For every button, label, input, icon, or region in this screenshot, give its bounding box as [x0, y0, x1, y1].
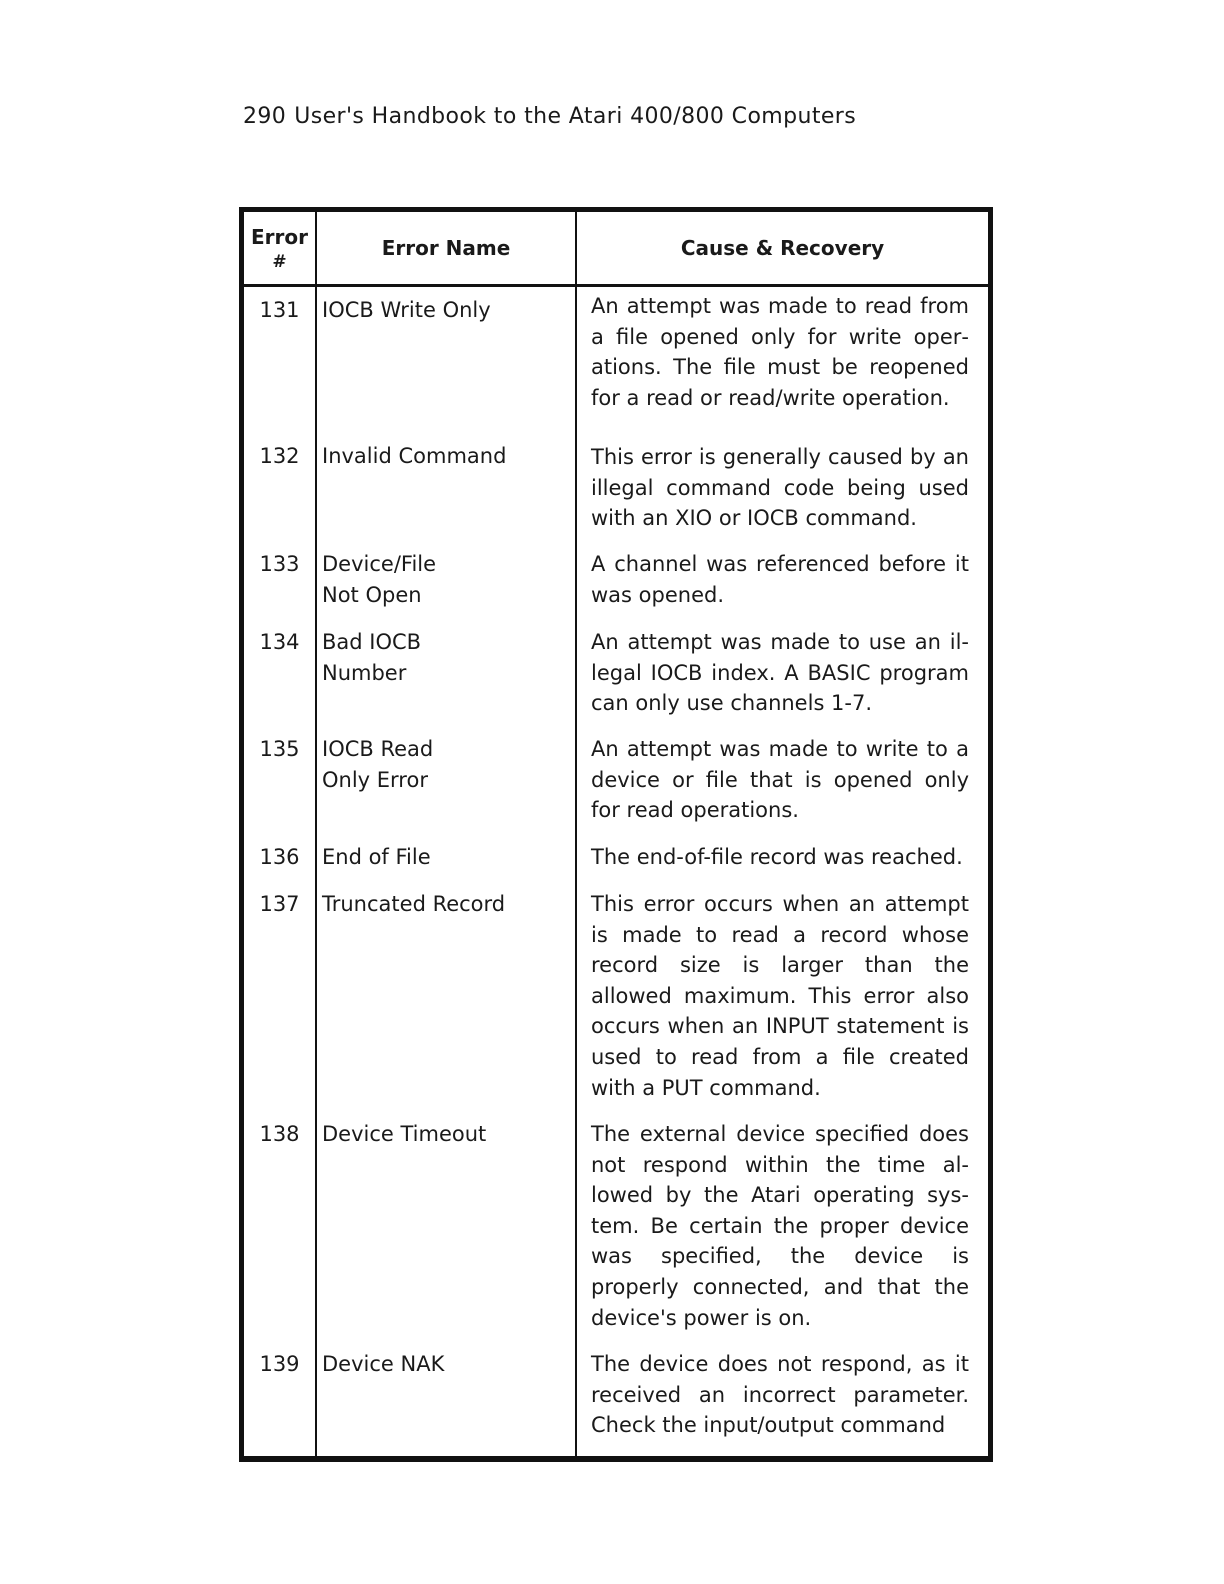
error-cause: An attempt was made to read from a file opened only for write operations. The file must be reopened for a read or read/write operation.	[591, 294, 969, 410]
error-number: 139	[259, 1352, 300, 1376]
error-name: Device NAK	[322, 1352, 445, 1376]
error-number: 138	[259, 1122, 300, 1146]
column-header-error-number	[244, 212, 315, 284]
error-cause: An attempt was made to use an illegal IOCB index. A BASIC program can only use channels 1-7.	[591, 630, 969, 716]
page-number: 290	[243, 104, 287, 129]
error-name: End of File	[322, 845, 431, 869]
column-divider	[315, 212, 317, 1456]
error-number: 134	[259, 630, 300, 654]
error-codes-table	[239, 207, 993, 1462]
error-number: 136	[259, 845, 300, 869]
column-header-error-name: Error Name	[381, 236, 511, 260]
error-cause: This error occurs when an attempt is made to read a record whose record size is larger than the allowed maximum. This error also occurs when an INPUT statement is used to read from a file created with a PUT command.	[591, 892, 969, 1100]
error-cause: A channel was referenced before it was opened.	[591, 552, 969, 607]
error-name: IOCB Read Only Error	[322, 737, 434, 792]
error-cause: An attempt was made to write to a device or file that is opened only for read operations.	[591, 737, 969, 823]
error-number: 132	[259, 444, 300, 468]
column-divider	[575, 212, 577, 1456]
error-name: Device Timeout	[322, 1122, 487, 1146]
error-cause: The external device specified does not respond within the time allowed by the Atari operating system. Be certain the proper device was specified, the device is properly connected, and that the device's power is on.	[591, 1122, 969, 1330]
error-number: 131	[259, 298, 300, 322]
running-head	[243, 104, 856, 129]
error-cause: This error is generally caused by an illegal command code being used with an XIO or IOCB command.	[591, 445, 969, 531]
error-number: 135	[259, 737, 300, 761]
column-header-error-number-line1: Error	[251, 225, 308, 249]
header-divider	[244, 284, 988, 287]
error-name: Invalid Command	[322, 444, 507, 468]
column-header-cause-recovery: Cause & Recovery	[680, 236, 885, 260]
error-number: 133	[259, 552, 300, 576]
error-cause: The end-of-file record was reached.	[591, 845, 963, 869]
error-cause: The device does not respond, as it received an incorrect parameter. Check the input/output command	[591, 1352, 969, 1438]
error-name: IOCB Write Only	[322, 298, 491, 322]
error-number: 137	[259, 892, 300, 916]
error-name: Device/File Not Open	[322, 552, 437, 607]
book-title: User's Handbook to the Atari 400/800 Computers	[294, 104, 857, 129]
column-header-error-number-line2: #	[272, 252, 287, 272]
error-name: Bad IOCB Number	[322, 630, 422, 685]
error-name: Truncated Record	[322, 892, 506, 916]
